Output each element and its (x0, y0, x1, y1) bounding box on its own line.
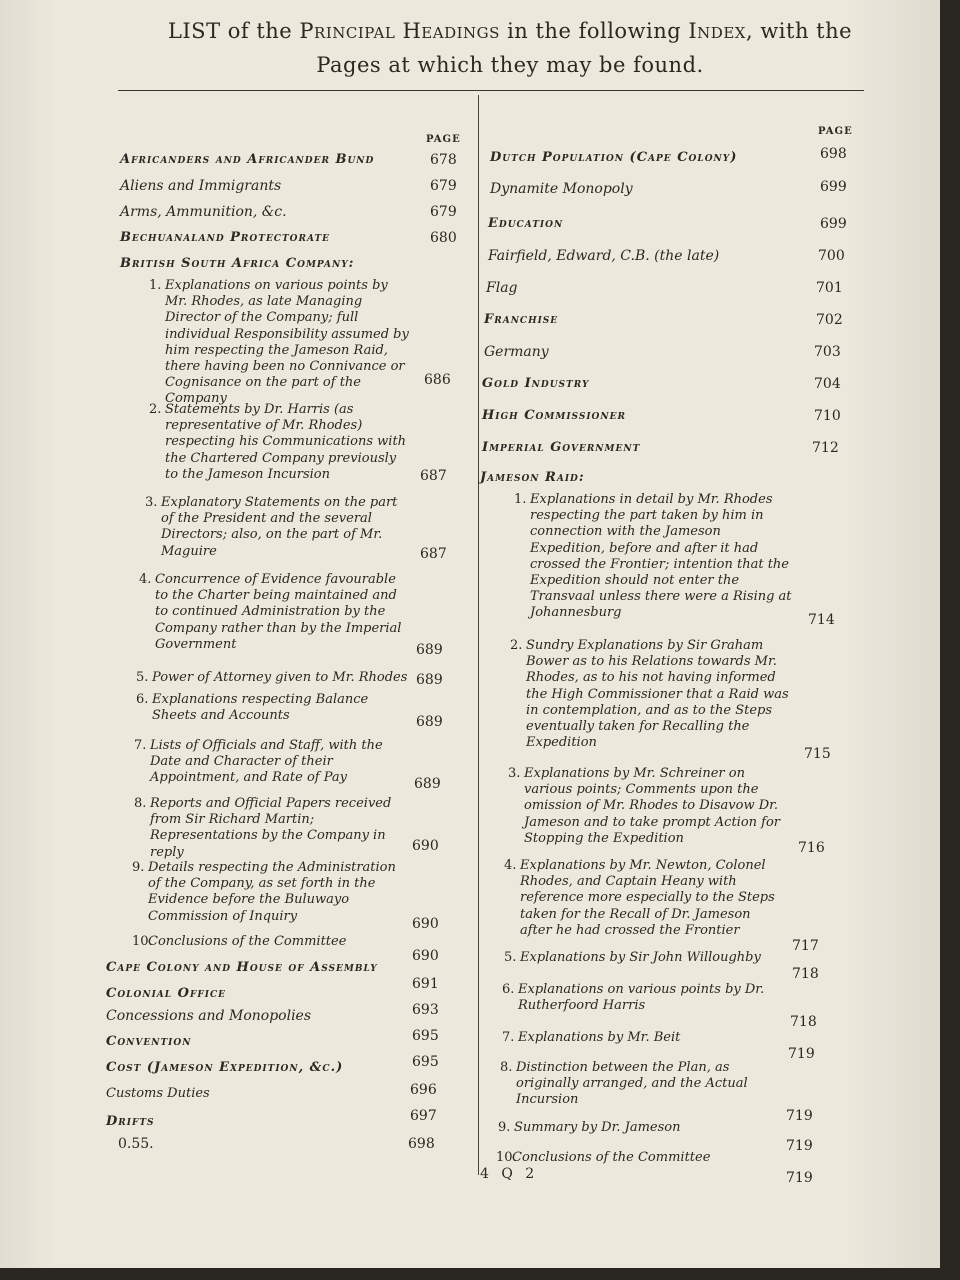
sub-entry: 2. Sundry Explanations by Sir Graham Bower as to his Relations towards Mr. Rhodes, as to his not having informed the High Commissioner that a Raid was in contemplation, and as to the Steps eventually taken for Recalling the Expedition (510, 638, 789, 751)
page-number: 710 (814, 408, 841, 424)
title-rule (118, 90, 864, 91)
page-number: 715 (804, 746, 831, 762)
index-entry: Cape Colony and House of Assembly (106, 960, 378, 975)
page-number: 719 (786, 1138, 813, 1154)
page-number: 689 (416, 714, 443, 730)
sub-entry: 4. Concurrence of Evidence favourable to the Charter being maintained and to continued Administration by the Company rather than by the Imperial Government (139, 572, 402, 652)
page-number: 699 (820, 216, 847, 232)
page-title: LIST of the Principal Headings in the following Index, with the Pages at which they may be found. (167, 19, 853, 77)
page-number: 689 (414, 776, 441, 792)
sub-entry: 1. Explanations in detail by Mr. Rhodes respecting the part taken by him in connection with the Jameson Expedition, before and after it had crossed the Frontier; intention that the Expedition should not enter the Transvaal unless there were a Rising at Johannesburg (514, 492, 792, 621)
index-entry: Arms, Ammunition, &c. (120, 204, 287, 220)
index-entry: Germany (484, 344, 549, 360)
index-entry: Imperial Government (482, 440, 641, 455)
sub-entry: 3. Explanatory Statements on the part of the President and the several Directors; also, on the part of Mr. Maguire (145, 495, 398, 559)
page-number: 717 (792, 938, 819, 954)
page-number: 691 (412, 976, 439, 992)
signature-mark: 4 Q 2 (480, 1166, 539, 1182)
page-number: 689 (416, 642, 443, 658)
page-number: 699 (820, 179, 847, 195)
page-number: 719 (786, 1170, 813, 1186)
page-number: 695 (412, 1028, 439, 1044)
page-number: 718 (790, 1014, 817, 1030)
index-entry: Dynamite Monopoly (490, 181, 633, 197)
page-number: 700 (818, 248, 845, 264)
index-entry: Drifts (106, 1114, 155, 1129)
index-entry: Customs Duties (106, 1086, 210, 1101)
sub-entry: 8. Reports and Official Papers received from Sir Richard Martin; Representations by the Company in reply (134, 796, 392, 860)
page-number: 702 (816, 312, 843, 328)
section-heading: British South Africa Company: (120, 256, 355, 271)
sub-entry: 7. Explanations by Mr. Beit (502, 1030, 681, 1045)
sub-entry: 5. Power of Attorney given to Mr. Rhodes (136, 670, 408, 685)
sub-entry: 6. Explanations respecting Balance Sheets and Accounts (136, 692, 369, 724)
index-entry: Bechuanaland Protectorate (120, 230, 331, 245)
index-entry: Aliens and Immigrants (120, 178, 282, 194)
index-entry: Gold Industry (482, 376, 590, 391)
page-number: 678 (430, 152, 457, 168)
sub-entry: 5. Explanations by Sir John Willoughby (504, 950, 761, 965)
page-number: 679 (430, 178, 457, 194)
page-number: 716 (798, 840, 825, 856)
section-heading: Jameson Raid: (480, 470, 585, 485)
sub-entry: 1. Explanations on various points by Mr. Rhodes, as late Managing Director of the Company; full individual Responsibility assumed by him respecting the Jameson Raid, there having been no Connivance or Cognisance on the part of the Company (149, 278, 409, 407)
sub-entry: 8. Distinction between the Plan, as originally arranged, and the Actual Incursion (500, 1060, 748, 1108)
page-number: 718 (792, 966, 819, 982)
sub-entry: 10. Conclusions of the Committee (132, 934, 347, 949)
sub-entry: 3. Explanations by Mr. Schreiner on various points; Comments upon the omission of Mr. Rhodes to Disavow Dr. Jameson and to take prompt Action for Stopping the Expedition (508, 766, 781, 846)
page-number: 680 (430, 230, 457, 246)
page-number: 690 (412, 948, 439, 964)
index-entry: High Commissioner (482, 408, 626, 423)
page-number: 704 (814, 376, 841, 392)
sub-entry: 9. Summary by Dr. Jameson (498, 1120, 681, 1135)
page-number: 712 (812, 440, 839, 456)
page-number: 687 (420, 468, 447, 484)
index-entry: Education (488, 216, 564, 231)
sub-entry: 9. Details respecting the Administration of the Company, as set forth in the Evidence before the Buluwayo Commission of Inquiry (132, 860, 396, 924)
index-entry: Africanders and Africander Bund (120, 152, 375, 167)
index-entry: Dutch Population (Cape Colony) (490, 150, 738, 165)
index-entry: Fairfield, Edward, C.B. (the late) (488, 248, 720, 264)
sub-entry: 7. Lists of Officials and Staff, with the Date and Character of their Appointment, and Rate of Pay (134, 738, 383, 786)
sub-entry: 4. Explanations by Mr. Newton, Colonel Rhodes, and Captain Heany with reference more especially to the Steps taken for the Recall of Dr. Jameson after he had crossed the Frontier (504, 858, 775, 938)
index-entry: Cost (Jameson Expedition, &c.) (106, 1060, 344, 1075)
page-number: 695 (412, 1054, 439, 1070)
page-number: 714 (808, 612, 835, 628)
index-entry: Colonial Office (106, 986, 226, 1001)
page-number: 701 (816, 280, 843, 296)
index-entry: Flag (486, 280, 518, 296)
page-number: 719 (788, 1046, 815, 1062)
column-divider (478, 95, 479, 1175)
page-number: 687 (420, 546, 447, 562)
page-number: 696 (410, 1082, 437, 1098)
index-entry: Franchise (484, 312, 559, 327)
page-number: 689 (416, 672, 443, 688)
page-number: 719 (786, 1108, 813, 1124)
page-number: 690 (412, 916, 439, 932)
right-page-header: PAGE (818, 126, 853, 137)
index-entry: Convention (106, 1034, 192, 1049)
page-number: 698 (820, 146, 847, 162)
page-number: 679 (430, 204, 457, 220)
page-number: 703 (814, 344, 841, 360)
sub-entry: 10. Conclusions of the Committee (496, 1150, 711, 1165)
page-number: 698 (408, 1136, 435, 1152)
page-number: 690 (412, 838, 439, 854)
page-number: 686 (424, 372, 451, 388)
page-number: 693 (412, 1002, 439, 1018)
footnote-code: 0.55. (118, 1136, 154, 1152)
index-entry: Concessions and Monopolies (106, 1008, 312, 1024)
left-page-header: PAGE (426, 134, 461, 145)
sub-entry: 2. Statements by Dr. Harris (as representative of Mr. Rhodes) respecting his Communications with the Chartered Company previously to the Jameson Incursion (149, 402, 407, 482)
page-number: 697 (410, 1108, 437, 1124)
sub-entry: 6. Explanations on various points by Dr. Rutherfoord Harris (502, 982, 765, 1014)
